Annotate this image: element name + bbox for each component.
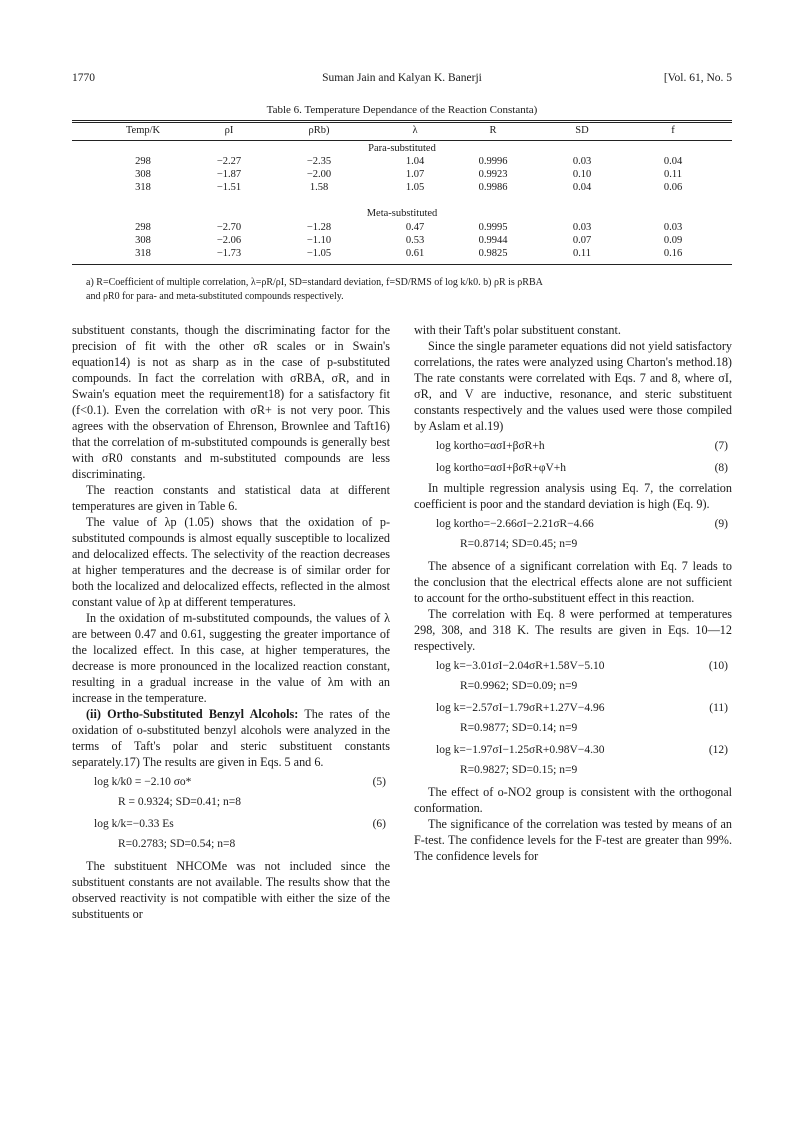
table-cell: 0.06 bbox=[663, 182, 683, 193]
equation-statistics: R=0.9877; SD=0.14; n=9 bbox=[460, 722, 578, 734]
table-cell: 318 bbox=[135, 182, 151, 193]
equation-statistics: R=0.2783; SD=0.54; n=8 bbox=[118, 838, 236, 850]
table-cell: −1.87 bbox=[216, 169, 242, 180]
table-cell: 0.9995 bbox=[478, 222, 508, 233]
col-header: f bbox=[671, 125, 675, 136]
table-cell: 0.03 bbox=[572, 222, 592, 233]
equation-expression: log k=−3.01σI−2.04σR+1.58V−5.10 bbox=[436, 660, 605, 672]
table-footnote bbox=[86, 276, 732, 304]
table-cell: 0.03 bbox=[572, 156, 592, 167]
equation-number: (9) bbox=[714, 518, 728, 530]
body-paragraph: with their Taft's polar substituent constant. bbox=[414, 323, 621, 337]
body-paragraph: The reaction constants and statistical data at different temperatures are given in Table 6. bbox=[72, 483, 390, 513]
body-paragraph bbox=[72, 706, 390, 770]
table-cell: −2.27 bbox=[216, 156, 242, 167]
table-cell: 0.9996 bbox=[478, 156, 508, 167]
table-cell: 0.9986 bbox=[478, 182, 508, 193]
table-cell: 0.03 bbox=[663, 222, 683, 233]
equation-number: (8) bbox=[714, 462, 728, 474]
equation-expression: log kortho=ασI+βσR+h bbox=[436, 440, 545, 452]
page-number: 1770 bbox=[72, 72, 95, 84]
equation-number: (6) bbox=[372, 818, 386, 830]
equation-expression: log k=−1.97σI−1.25σR+0.98V−4.30 bbox=[436, 744, 605, 756]
table-cell: 0.9944 bbox=[478, 235, 508, 246]
table-cell: 0.61 bbox=[405, 248, 425, 259]
equation-expression: log kortho=ασI+βσR+φV+h bbox=[436, 462, 567, 474]
body-paragraph: The absence of a significant correlation with Eq. 7 leads to the conclusion that the electrical effects alone are not sufficient to account for the ortho-substituent effect in this reaction. bbox=[414, 559, 732, 605]
equation-statistics: R=0.9827; SD=0.15; n=9 bbox=[460, 764, 578, 776]
table-cell: 0.04 bbox=[663, 156, 683, 167]
equation bbox=[414, 700, 732, 718]
data-table bbox=[72, 118, 732, 273]
table-cell: 308 bbox=[135, 169, 151, 180]
equation-number: (12) bbox=[708, 744, 728, 756]
equation bbox=[414, 460, 732, 478]
table-cell: −1.05 bbox=[306, 248, 332, 259]
subsection-heading: (ii) Ortho-Substituted Benzyl Alcohols: bbox=[86, 707, 299, 721]
volume-info: [Vol. 61, No. 5 bbox=[663, 72, 732, 84]
col-header: R bbox=[489, 125, 497, 136]
table-cell: 0.9825 bbox=[478, 248, 508, 259]
equation bbox=[72, 774, 390, 792]
body-paragraph: The significance of the correlation was tested by means of an F-test. The confidence levels for the F-test are greater than 99%. The confidence levels for bbox=[414, 817, 732, 863]
table-cell: 0.53 bbox=[405, 235, 425, 246]
table-cell: 1.05 bbox=[405, 182, 425, 193]
col-header: λ bbox=[412, 125, 418, 136]
equation-expression: log k/k0 = −2.10 σo* bbox=[94, 776, 192, 788]
table-cell: 0.10 bbox=[572, 169, 592, 180]
table-cell: −2.06 bbox=[216, 235, 242, 246]
table-cell: 0.9923 bbox=[478, 169, 508, 180]
running-authors: Suman Jain and Kalyan K. Banerji bbox=[322, 72, 482, 84]
equation-number: (5) bbox=[372, 776, 386, 788]
table-cell: 0.09 bbox=[663, 235, 683, 246]
equation bbox=[414, 658, 732, 676]
footnote-line: a) R=Coefficient of multiple correlation, λ=ρR/ρI, SD=standard deviation, f=SD/RMS of log k/k0. b) ρR is ρRBA bbox=[86, 277, 543, 288]
body-paragraph: The value of λp (1.05) shows that the oxidation of p-substituted compounds is almost equally susceptible to localized and delocalized effects. The selectivity of the reaction decreases at higher temperatures and the decrease is of similar order for both the localized and delocalized effects, reflected in the almost constant value of λp at different temperatures. bbox=[72, 515, 390, 609]
table-cell: 298 bbox=[135, 156, 151, 167]
table-cell: −1.28 bbox=[306, 222, 332, 233]
table-cell: 1.04 bbox=[405, 156, 425, 167]
section-title: Meta-substituted bbox=[366, 208, 438, 219]
col-header: Temp/K bbox=[125, 125, 161, 136]
equation bbox=[414, 742, 732, 760]
table-cell: 0.11 bbox=[664, 169, 682, 180]
table-cell: 0.07 bbox=[572, 235, 592, 246]
right-column bbox=[414, 322, 732, 864]
equation bbox=[414, 516, 732, 534]
table-cell: −2.35 bbox=[306, 156, 332, 167]
table-cell: 0.47 bbox=[405, 222, 425, 233]
running-header bbox=[72, 72, 732, 88]
equation bbox=[72, 816, 390, 834]
body-paragraph: The substituent NHCOMe was not included since the substituent constants are not available. The results show that the observed reactivity is not compatible with either the size of the substituents or bbox=[72, 859, 390, 921]
table-top-rule-2 bbox=[72, 122, 732, 123]
equation-statistics: R=0.9962; SD=0.09; n=9 bbox=[460, 680, 578, 692]
equation-number: (11) bbox=[709, 702, 728, 714]
table-cell: −2.00 bbox=[306, 169, 332, 180]
body-paragraph: In the oxidation of m-substituted compounds, the values of λ are between 0.47 and 0.61, suggesting the greater importance of the localized effect. In this case, at higher temperatures, the decrease is more pronounced in the localized reaction constant, resulting in a gradual increase in the value of λm with an increase in the temperature. bbox=[72, 611, 390, 705]
footnote-line: and ρR0 for para- and meta-substituted compounds respectively. bbox=[86, 291, 344, 302]
equation-statistics: R = 0.9324; SD=0.41; n=8 bbox=[118, 796, 241, 808]
table-cell: −1.51 bbox=[216, 182, 242, 193]
table-cell: 308 bbox=[135, 235, 151, 246]
col-header: ρI bbox=[224, 125, 234, 136]
equation-number: (10) bbox=[708, 660, 728, 672]
section-title: Para-substituted bbox=[368, 143, 436, 154]
table-cell: 0.11 bbox=[573, 248, 591, 259]
table-cell: −1.73 bbox=[216, 248, 242, 259]
equation-expression: log k/k=−0.33 Es bbox=[94, 818, 174, 830]
table-cell: −2.70 bbox=[216, 222, 242, 233]
table-header-rule bbox=[72, 140, 732, 141]
col-header: SD bbox=[575, 125, 589, 136]
table-caption: Table 6. Temperature Dependance of the Reaction Constanta) bbox=[266, 104, 538, 116]
body-paragraph: substituent constants, though the discriminating factor for the precision of fit with the other σR scales or in Swain's equation14) is not as sharp as in the case of p-substituted compounds. In fact the correlation with σRBA, σR, and in Swain's equation meet the requirement18) for a satisfactory fit (f<0.1). Even the correlation with σR+ is not very poor. This agrees with the observation of Ehrenson, Brownlee and Taft16) that the correlation of m-substituted compounds is generally best with σR0 constants and m-substituted compounds are less discriminating. bbox=[72, 323, 390, 481]
col-header: ρRb) bbox=[308, 125, 330, 136]
body-paragraph: The correlation with Eq. 8 were performed at temperatures 298, 308, and 318 K. The results are given in Eqs. 10—12 respectively. bbox=[414, 607, 732, 653]
table-cell: 298 bbox=[135, 222, 151, 233]
paragraph-text: The rates of the oxidation of o-substituted benzyl alcohols were analyzed in the terms of Taft's polar and steric substituent constants separately.17) The results are given in Eqs. 5 and 6. bbox=[72, 707, 390, 769]
table-cell: 1.07 bbox=[405, 169, 425, 180]
table-cell: 0.16 bbox=[663, 248, 683, 259]
table-cell: 0.04 bbox=[572, 182, 592, 193]
equation-statistics: R=0.8714; SD=0.45; n=9 bbox=[460, 538, 578, 550]
table-top-rule bbox=[72, 120, 732, 121]
left-column bbox=[72, 322, 390, 922]
equation-number: (7) bbox=[714, 440, 728, 452]
body-paragraph: The effect of o-NO2 group is consistent with the orthogonal conformation. bbox=[414, 785, 732, 815]
table-cell: 1.58 bbox=[309, 182, 329, 193]
table-cell: 318 bbox=[135, 248, 151, 259]
body-paragraph: In multiple regression analysis using Eq. 7, the correlation coefficient is poor and the standard deviation is high (Eq. 9). bbox=[414, 481, 732, 511]
equation bbox=[414, 438, 732, 456]
table-cell: −1.10 bbox=[306, 235, 332, 246]
equation-expression: log kortho=−2.66σI−2.21σR−4.66 bbox=[436, 518, 594, 530]
table-bottom-rule bbox=[72, 264, 732, 265]
equation-expression: log k=−2.57σI−1.79σR+1.27V−4.96 bbox=[436, 702, 605, 714]
body-paragraph: Since the single parameter equations did not yield satisfactory correlations, the rates were analyzed using Charton's method.18) The rate constants were correlated with Eqs. 7 and 8, where σI, σR, and V are inductive, resonance, and steric substituent constants respectively and the values used were those compiled by Aslam et al.19) bbox=[414, 339, 732, 433]
